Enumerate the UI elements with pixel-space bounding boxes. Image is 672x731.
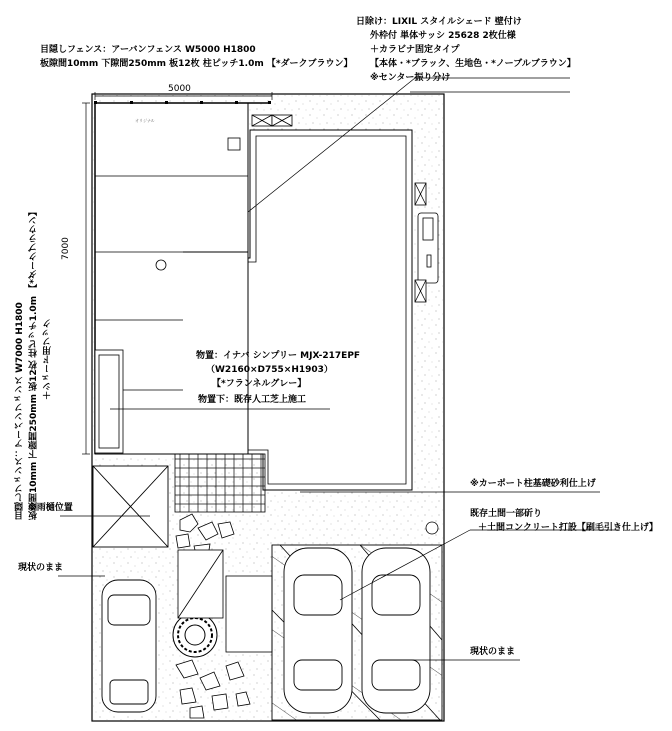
fence-top-label-2: 板隙間10mm 下隙間250mm 板12枚 柱ピッチ1.0m 【*ダークブラウン】 (40, 59, 353, 69)
car-right (362, 548, 430, 713)
gutter-label: ※雨樋位置 (28, 503, 73, 513)
fence-left-label-2: 板隙間10mm 下隙間250mm 板12枚 柱ピッチ1.0m 【*ダークブラウン】 (29, 207, 39, 520)
dimension-width: 5000 (168, 84, 191, 94)
concrete-label-1: 既存土間一部斫り (470, 509, 543, 519)
shed-label-2: （W2160×D755×H1903） (206, 365, 333, 375)
as-is-right-label: 現状のまま (470, 647, 516, 657)
shed (95, 350, 123, 453)
fence-left-label-3: ＋シェード用フック (43, 319, 53, 400)
top-vents (252, 115, 292, 126)
shade-label-1: 日除け：LIXIL スタイルシェード 壁付け (356, 17, 522, 27)
car-left (102, 580, 156, 712)
gutter-box (93, 466, 168, 547)
shade-label-5: ※センター振り分け (370, 73, 451, 83)
shade-label-2: 外枠付 単体サッシ 25628 2枚仕様 (370, 31, 516, 41)
fence-top-label-1: 目隠しフェンス：アーバンフェンス W5000 H1800 (40, 45, 256, 55)
concrete-label-2: ＋土間コンクリート打設【刷毛引き仕上げ】 (478, 523, 658, 533)
fence-tag: オリジナル (135, 118, 155, 123)
shade-label-4: 【本体・*ブラック、生地色・*ノーブルブラウン】 (370, 59, 576, 69)
carport-base-label: ※カーポート柱基礎砂利仕上げ (470, 479, 596, 489)
fence-left-label-1: 目隠しフェンス：アーバンフェンス W7000 H1800 (15, 302, 25, 520)
shed-label-3: 【*フランネルグレー】 (212, 379, 307, 389)
as-is-left-label: 現状のまま (18, 563, 64, 573)
pillar-circle (156, 260, 166, 270)
dim-7000 (82, 103, 90, 454)
round-planter (173, 613, 217, 657)
dimension-depth: 7000 (61, 237, 71, 260)
car-middle (284, 548, 352, 713)
shed-label-1: 物置：イナバ シンプリー MJX-217EPF (196, 351, 361, 361)
shade-label-3: ＋カラビナ固定タイプ (370, 45, 460, 55)
tile-area (175, 454, 265, 512)
shed-label-4: 物置下：既存人工芝上施工 (198, 395, 307, 405)
